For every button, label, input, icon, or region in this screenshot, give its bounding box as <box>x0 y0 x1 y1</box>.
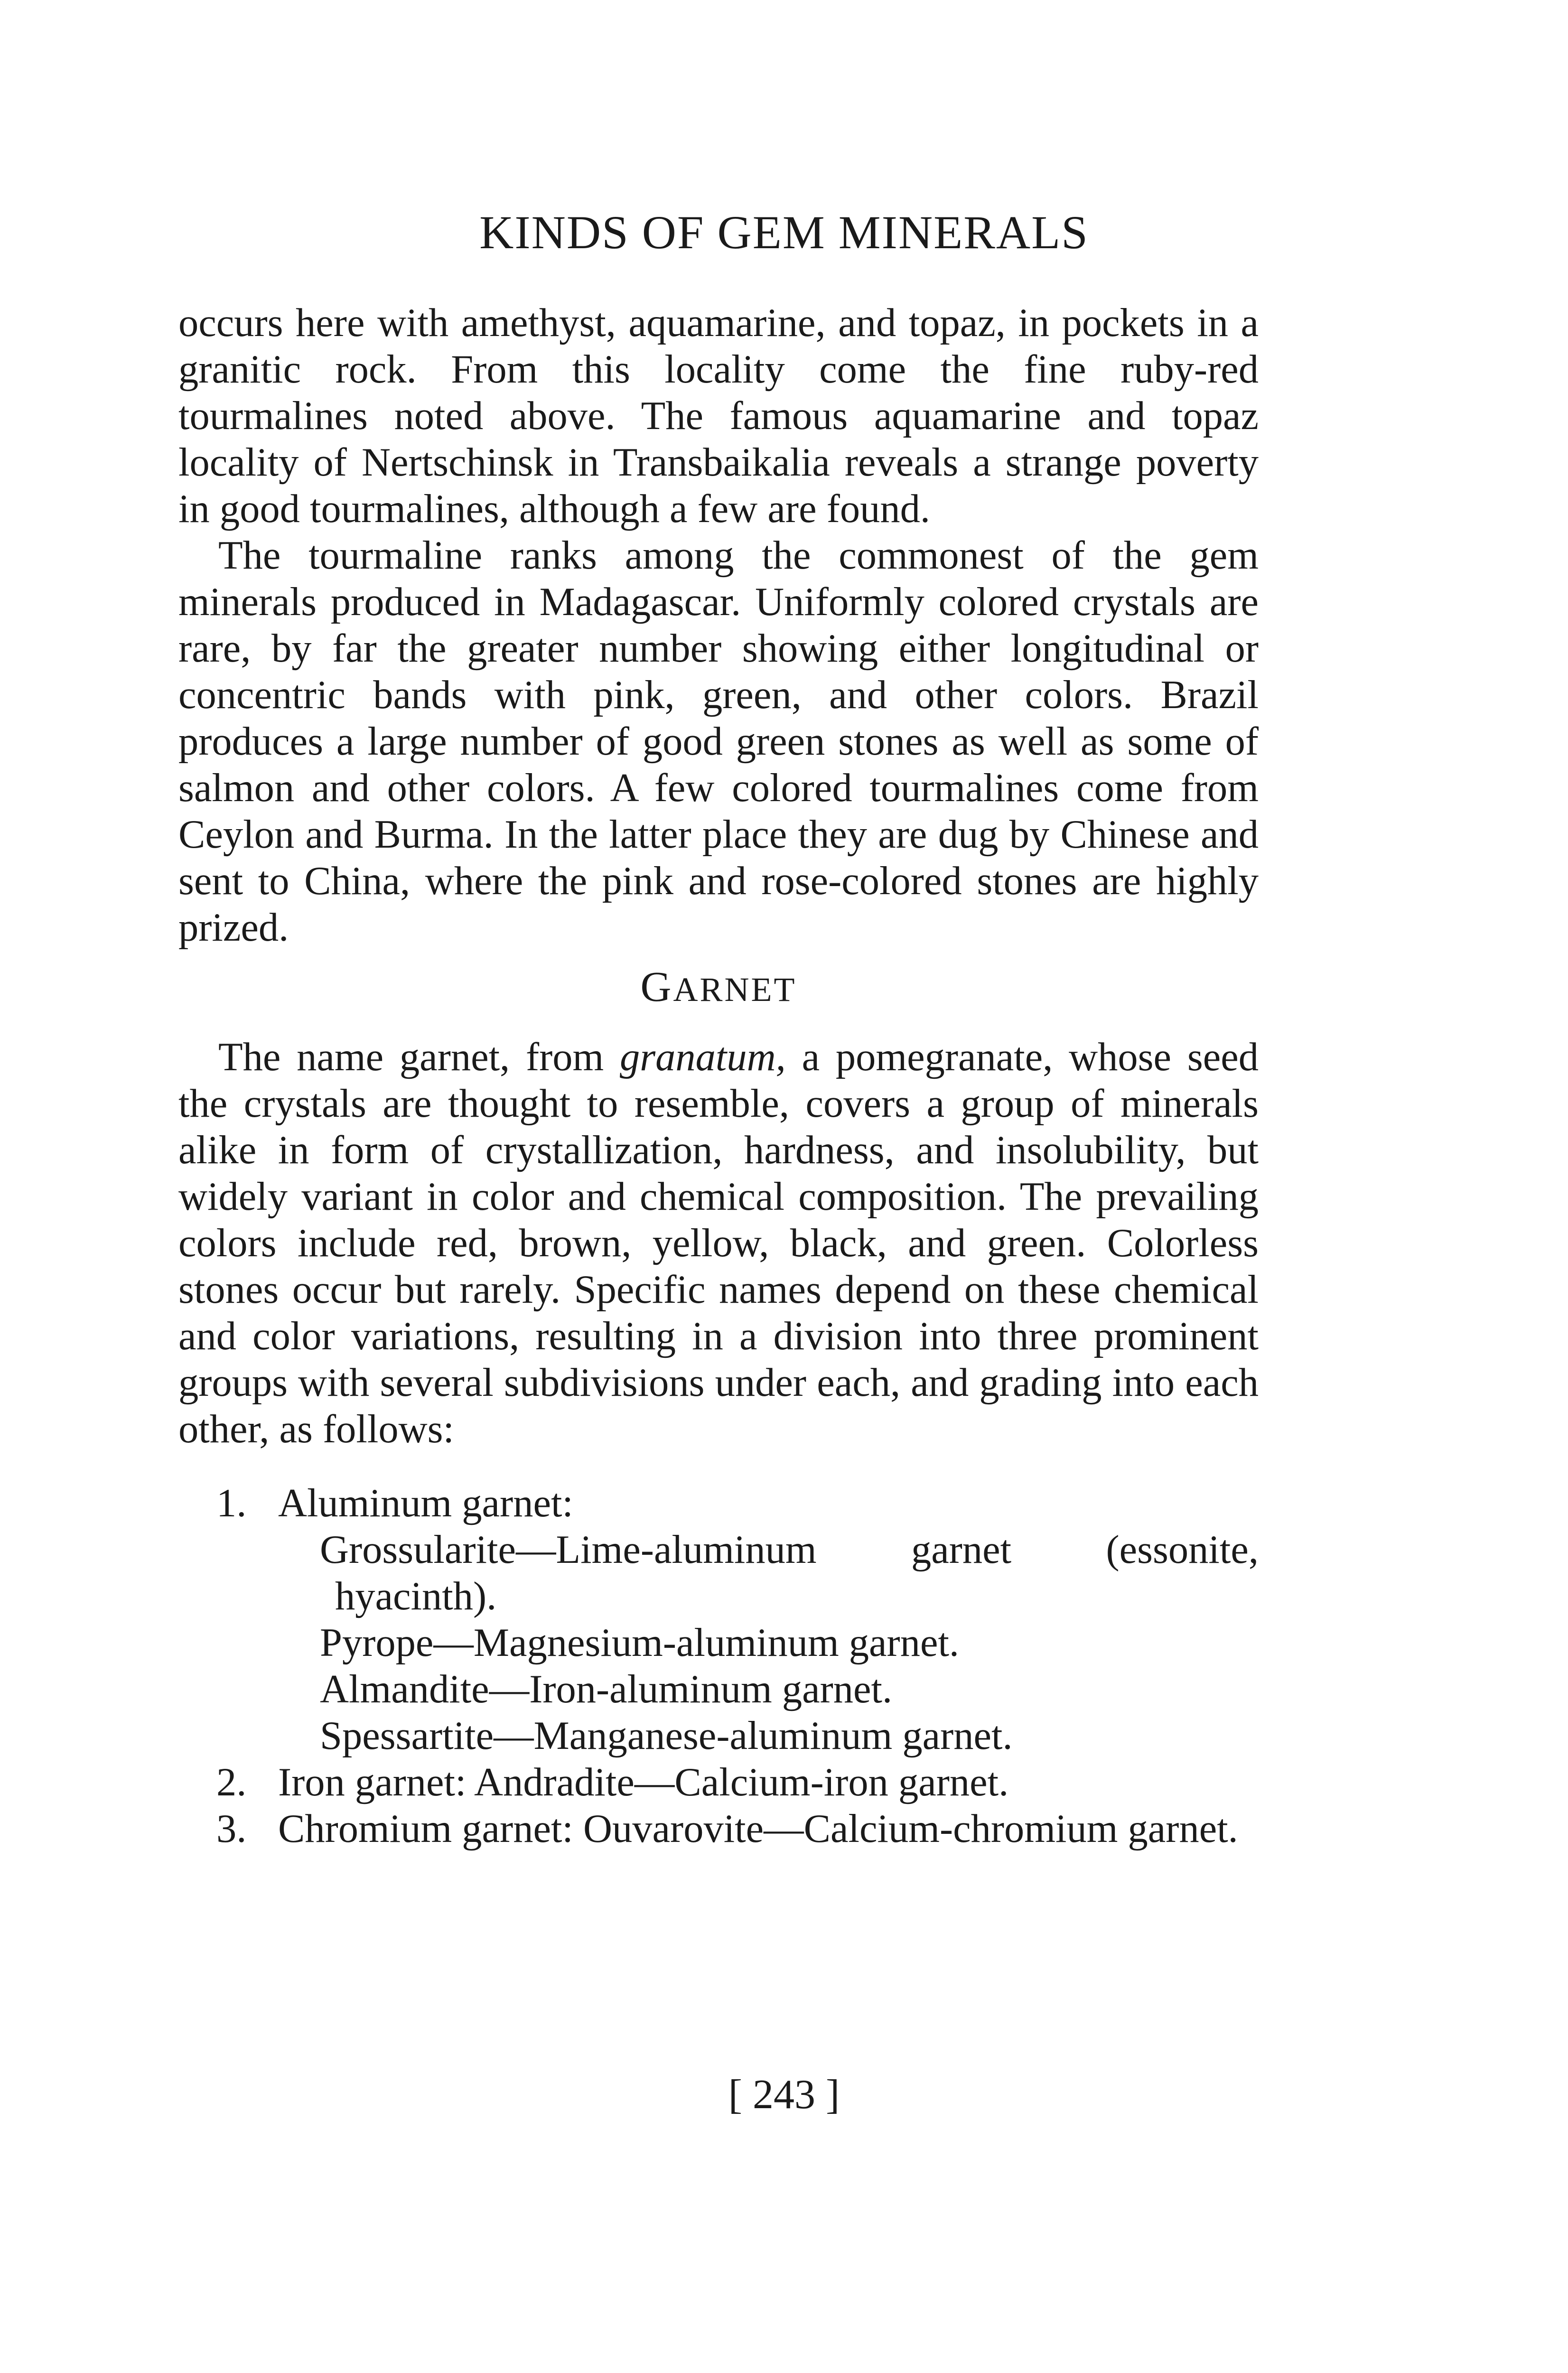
paragraph-tourmaline-madagascar: The tourmaline ranks among the commonest of the gem minerals produced in Madagascar. Uniformly colored crystals are rare, by far the greater number showing either longitudinal or concentric bands with pink, green, and other colors. Brazil produces a large number of good green stones as well as some of salmon and other colors. A few colored tourmalines come from Ceylon and Burma. In the latter place they are dug by Chinese and sent to China, where the pink and rose-colored stones are highly prized. <box>178 533 1259 950</box>
list-item <box>178 1480 1259 1759</box>
list-item-number: 2. <box>216 1760 247 1804</box>
list-item-number: 1. <box>216 1481 247 1525</box>
list-item-number: 3. <box>216 1807 247 1851</box>
list-item-label: Aluminum garnet: <box>278 1481 573 1525</box>
section-heading-garnet <box>178 963 1259 1013</box>
section-heading-initial: G <box>640 963 673 1010</box>
list-subitem: Pyrope—Magnesium-aluminum garnet. <box>320 1621 960 1665</box>
paragraph-garnet-intro-rest: a pomegranate, whose seed the crystals are thought to resemble, covers a group of minerals alike in form of crystallization, hardness, and insolubility, but widely variant in color and chemical composition. The prevailing colors include red, brown, yellow, black, and green. Colorless stones occur but rarely. Specific names depend on these chemical and color variations, resulting in a division into three prominent groups with several subdivisions under each, and grading into each other, as follows: <box>178 1035 1259 1451</box>
running-head: KINDS OF GEM MINERALS <box>479 206 1089 259</box>
garnet-classification-list <box>178 1480 1259 1852</box>
paragraph-garnet-intro-start: The name garnet, from <box>218 1035 620 1079</box>
list-subitem: Grossularite—Lime-aluminum garnet (essonite, hyacinth). <box>320 1528 1259 1618</box>
list-subitem: Almandite—Iron-aluminum garnet. <box>320 1667 893 1711</box>
latin-term-granatum: granatum, <box>620 1035 786 1079</box>
page-number: [ 243 ] <box>728 2072 840 2118</box>
list-item <box>178 1806 1259 1852</box>
list-item-label: Chromium garnet: Ouvarovite—Calcium-chromium garnet. <box>278 1807 1238 1851</box>
paragraph-garnet-intro <box>178 1034 1259 1453</box>
paragraph-continuation: occurs here with amethyst, aquamarine, and topaz, in pockets in a granitic rock. From this locality come the fine ruby-red tourmalines noted above. The famous aquamarine and topaz locality of Nertschinsk in Transbaikalia reveals a strange poverty in good tourmalines, although a few are found. <box>178 301 1259 531</box>
list-item-heading <box>178 1806 1259 1852</box>
list-subitem: Spessartite—Manganese-aluminum garnet. <box>320 1714 1013 1758</box>
list-item-heading <box>178 1480 1259 1527</box>
list-item-heading <box>178 1759 1259 1806</box>
list-item-label: Iron garnet: Andradite—Calcium-iron garnet. <box>278 1760 1009 1804</box>
list-item <box>178 1759 1259 1806</box>
body-text <box>178 300 1259 1852</box>
section-heading-rest: ARNET <box>673 971 797 1009</box>
